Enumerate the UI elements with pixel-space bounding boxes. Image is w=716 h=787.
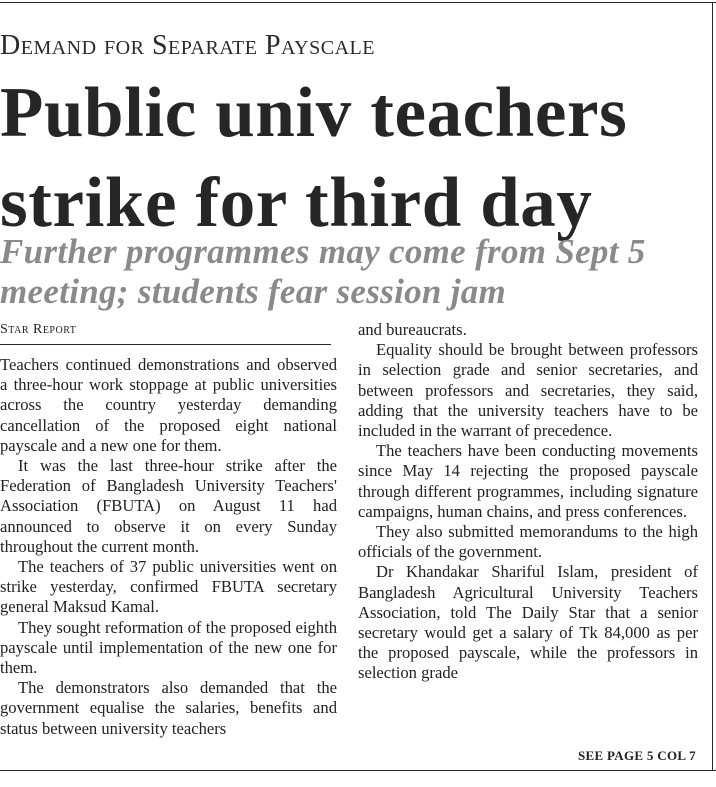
deck-line-2: meeting; students fear session jam xyxy=(0,272,507,311)
paragraph: Equality should be brought between professors in selection grade and senior secretaries, and between professors and secretaries, they said, adding that the university teachers have to be included in the warrant of precedence. xyxy=(358,340,698,441)
deck xyxy=(0,232,646,312)
article-column-2 xyxy=(358,320,698,684)
paragraph: They also submitted memorandums to the high officials of the government. xyxy=(358,522,698,562)
headline-line-1: Public univ teachers xyxy=(0,74,628,152)
paragraph: They sought reformation of the proposed eighth payscale until implementation of the new one for them. xyxy=(0,617,337,678)
headline-line-2: strike for third day xyxy=(0,164,593,242)
paragraph: The demonstrators also demanded that the government equalise the salaries, benefits and status between university teachers xyxy=(0,678,337,738)
paragraph: and bureaucrats. xyxy=(358,320,467,339)
byline: Star Report xyxy=(0,322,77,337)
headline xyxy=(0,68,627,248)
paragraph: It was the last three-hour strike after the Federation of Bangladesh University Teachers' Association (FBUTA) on August 11 had announced to observe it on every Sunday throughout the current month. xyxy=(0,456,337,556)
deck-line-1: Further programmes may come from Sept 5 xyxy=(0,232,646,271)
paragraph: The teachers of 37 public universities went on strike yesterday, confirmed FBUTA secretary general Maksud Kamal. xyxy=(0,557,337,617)
top-rule xyxy=(0,2,716,3)
paragraph: The teachers have been conducting movements since May 14 rejecting the proposed payscale through different programmes, including signature campaigns, human chains, and press conferences. xyxy=(358,441,698,521)
right-rule xyxy=(712,2,713,770)
bottom-rule xyxy=(0,770,716,771)
byline-rule xyxy=(0,344,331,345)
paragraph: Dr Khandakar Shariful Islam, president of Bangladesh Agricultural University Teachers Association, told The Daily Star that a senior secretary would get a salary of Tk 84,000 as per the proposed payscale, while the professors in selection grade xyxy=(358,562,698,683)
paragraph: Teachers continued demonstrations and observed a three-hour work stoppage at public universities across the country yesterday demanding cancellation of the proposed eight national payscale and a new one for them. xyxy=(0,355,337,455)
continued-jump-line: SEE PAGE 5 COL 7 xyxy=(578,748,696,763)
kicker: Demand for Separate Payscale xyxy=(0,30,375,61)
article-column-1 xyxy=(0,355,337,739)
